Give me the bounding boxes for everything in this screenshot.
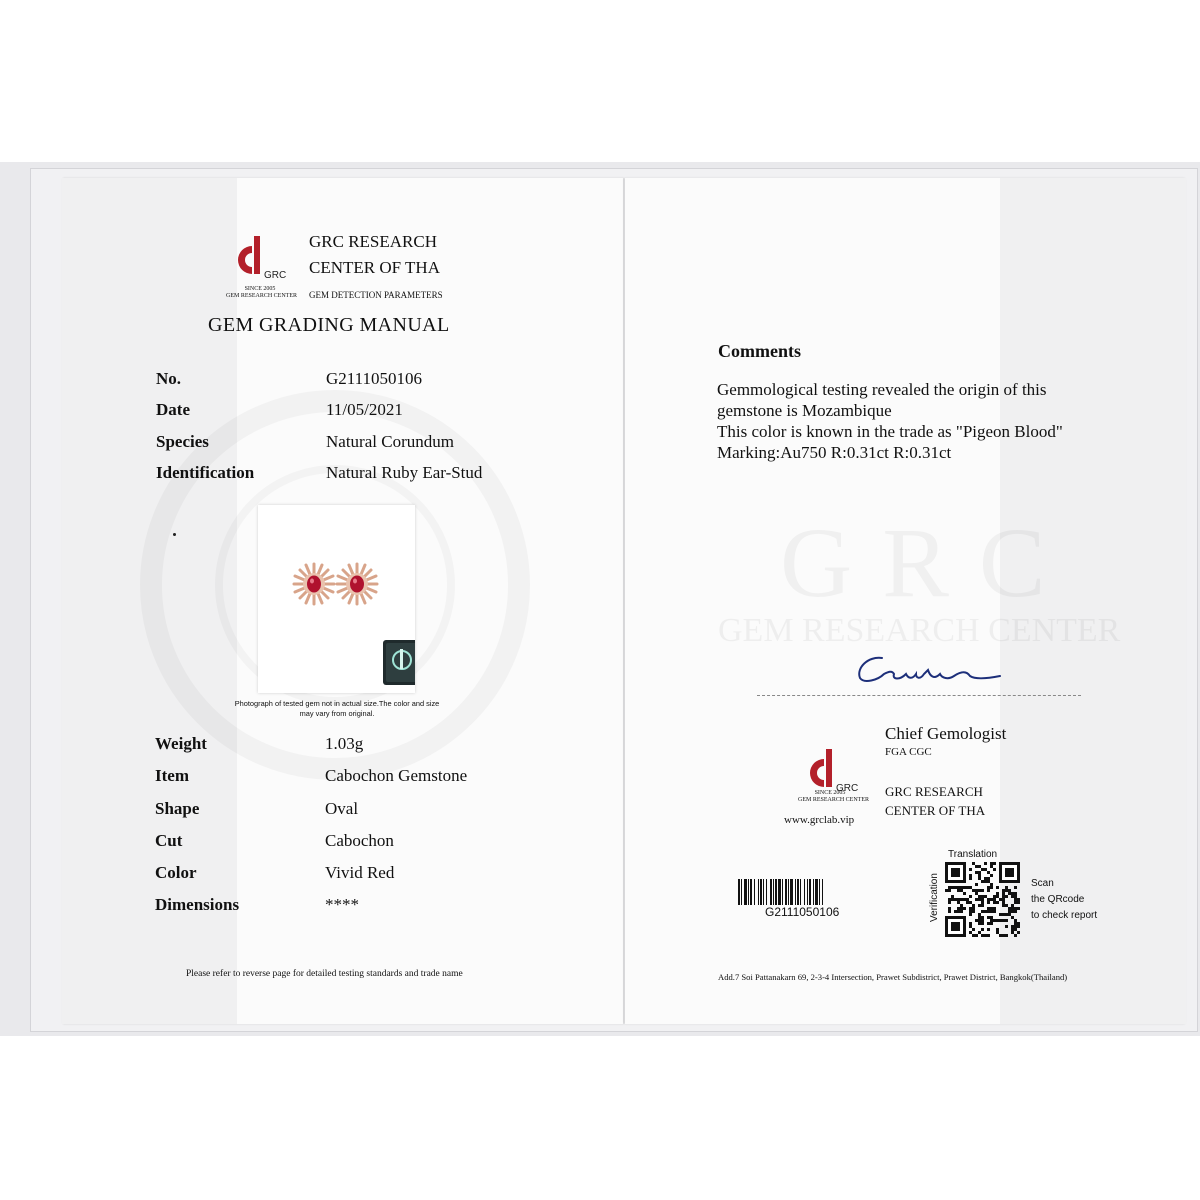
logo-wordmark: GRC [836, 783, 859, 794]
logo-subtitle: GEM RESEARCH CENTER [798, 797, 870, 803]
website: www.grclab.vip [784, 814, 855, 826]
logo-since: SINCE 2005 GEM RESEARCH CENTER [798, 790, 870, 803]
field-label-color: Color [155, 863, 197, 882]
earring-right [337, 564, 377, 604]
field-value-identification: Natural Ruby Ear-Stud [326, 463, 483, 482]
speck [173, 533, 176, 536]
field-value-color: Vivid Red [325, 863, 395, 882]
field-value-species: Natural Corundum [326, 432, 454, 451]
watermark-gem-research-center: GEM RESEARCH CENTER [718, 612, 1121, 649]
hologram-sticker-icon [383, 640, 415, 685]
field-value-item: Cabochon Gemstone [325, 766, 468, 785]
signer-credentials: FGA CGC [885, 746, 932, 758]
field-label-cut: Cut [155, 831, 183, 850]
comments-body: Gemmological testing revealed the origin of this gemstone is Mozambique This color is known in the trade as "Pigeon Blood" Marking:Au750 R:0.31ct R:0.31ct [717, 380, 1063, 462]
earring-left [294, 564, 334, 604]
field-label-species: Species [156, 432, 209, 451]
qr-verification-label: Verification [929, 873, 940, 922]
scan-instructions: Scan the QRcode to check report [1031, 878, 1098, 921]
logo-since: SINCE 2005 GEM RESEARCH CENTER [226, 286, 298, 299]
barcode-image [738, 879, 866, 905]
grc-logo-icon [228, 232, 292, 288]
logo-wordmark: GRC [264, 270, 287, 281]
field-label-shape: Shape [155, 799, 200, 818]
field-value-dimensions: **** [325, 895, 359, 914]
field-value-weight: 1.03g [325, 734, 364, 753]
field-value-date: 11/05/2021 [326, 400, 403, 419]
barcode-number: G2111050106 [765, 905, 840, 919]
signer-title: Chief Gemologist [885, 724, 1007, 743]
qr-code-image[interactable] [945, 862, 1020, 937]
watermark-grc [780, 505, 1076, 620]
detection-params: GEM DETECTION PARAMETERS [309, 290, 443, 300]
org-name: GRC RESEARCH CENTER OF THA [309, 232, 440, 277]
address-footer: Add.7 Soi Pattanakarn 69, 2-3-4 Intersection, Prawet Subdistrict, Prawet District, Bangkok(Thailand) [718, 972, 1068, 982]
ruby-earrings-image [258, 505, 415, 693]
field-value-no: G2111050106 [326, 369, 423, 388]
field-label-item: Item [155, 766, 189, 785]
photo-caption: Photograph of tested gem not in actual size.The color and size may vary from original. [234, 699, 440, 718]
field-label-dimensions: Dimensions [155, 895, 240, 914]
field-label-weight: Weight [155, 734, 207, 753]
signer-org: GRC RESEARCH CENTER OF THA [885, 784, 986, 818]
comments-title: Comments [718, 341, 801, 361]
signature-image [850, 650, 1010, 690]
field-label-identification: Identification [156, 463, 255, 482]
field-value-cut: Cabochon [325, 831, 394, 850]
qr-translation-label: Translation [948, 849, 998, 860]
left-footer: Please refer to reverse page for detailed testing standards and trade name [186, 969, 463, 979]
logo-subtitle: GEM RESEARCH CENTER [226, 293, 298, 299]
field-label-no: No. [156, 369, 182, 388]
field-value-shape: Oval [325, 799, 359, 818]
field-label-date: Date [156, 400, 190, 419]
gem-photo [258, 505, 415, 693]
signature-line [757, 695, 1081, 696]
document-title: GEM GRADING MANUAL [208, 314, 450, 336]
